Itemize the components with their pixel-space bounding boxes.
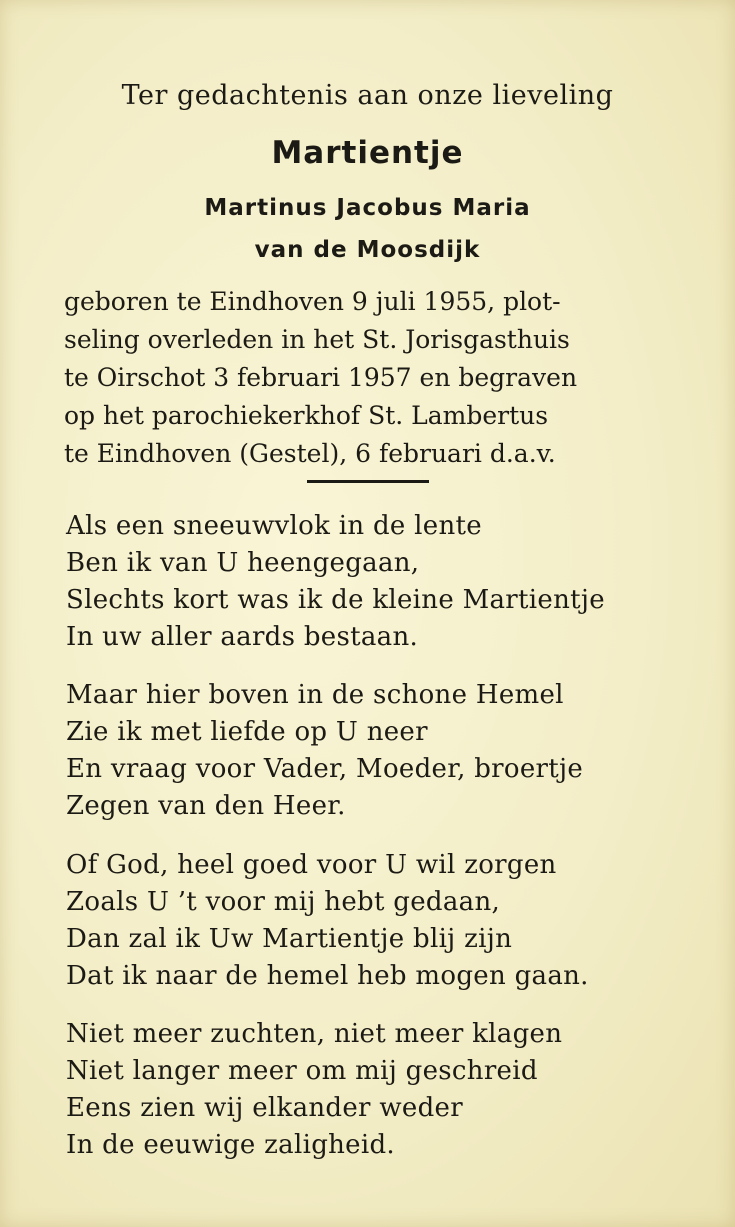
poem-line: In de eeuwige zaligheid. — [66, 1130, 395, 1160]
surname: van de Moosdijk — [254, 237, 481, 263]
poem-line: Zoals U ’t voor mij hebt gedaan, — [66, 887, 501, 917]
poem-stanza-3 — [66, 847, 706, 995]
poem-line: Slechts kort was ik de kleine Martientje — [66, 585, 605, 615]
poem-line: Niet langer meer om mij geschreid — [66, 1056, 538, 1086]
poem-line: En vraag voor Vader, Moeder, broertje — [66, 754, 584, 784]
poem-line: Of God, heel goed voor U wil zorgen — [66, 850, 557, 880]
biography-line: geboren te Eindhoven 9 juli 1955, plot- — [64, 287, 561, 316]
poem-stanza-4 — [66, 1016, 706, 1164]
poem-stanza-1 — [66, 508, 706, 656]
poem-line: Dat ik naar de hemel heb mogen gaan. — [66, 961, 589, 991]
biography-line: te Oirschot 3 februari 1957 en begraven — [64, 363, 578, 392]
poem-line: Als een sneeuwvlok in de lente — [66, 511, 482, 541]
poem-line: Maar hier boven in de schone Hemel — [66, 680, 564, 710]
biography-line: te Eindhoven (Gestel), 6 februari d.a.v. — [64, 439, 556, 468]
poem-stanza-2 — [66, 677, 706, 825]
intro-text: Ter gedachtenis aan onze lieveling — [121, 80, 614, 111]
poem-line: Zie ik met liefde op U neer — [66, 717, 428, 747]
poem-line: Dan zal ik Uw Martientje blij zijn — [66, 924, 513, 954]
biography-line: op het parochiekerkhof St. Lambertus — [64, 401, 549, 430]
biography-line: seling overleden in het St. Jorisgasthuis — [64, 325, 570, 354]
nickname-heading: Martientje — [271, 135, 464, 171]
divider-rule — [307, 480, 429, 483]
biography — [64, 283, 684, 473]
poem-line: Zegen van den Heer. — [66, 791, 346, 821]
poem-line: Niet meer zuchten, niet meer klagen — [66, 1019, 563, 1049]
poem-line: Ben ik van U heengegaan, — [66, 548, 420, 578]
poem-line: Eens zien wij elkander weder — [66, 1093, 463, 1123]
poem-line: In uw aller aards bestaan. — [66, 622, 419, 652]
full-name: Martinus Jacobus Maria — [204, 195, 531, 221]
